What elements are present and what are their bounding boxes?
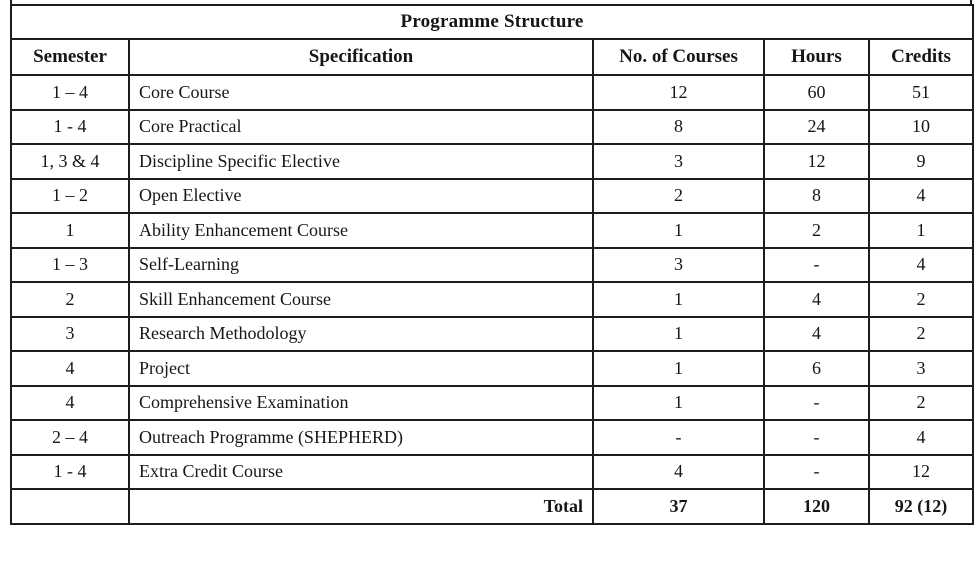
total-label-cell: Total <box>129 489 593 524</box>
column-header-credits: Credits <box>869 39 973 75</box>
credits-cell: 51 <box>869 75 973 110</box>
hours-cell: 4 <box>764 317 869 352</box>
hours-cell: 60 <box>764 75 869 110</box>
table-body <box>11 75 973 489</box>
table-row <box>11 144 973 179</box>
specification-cell: Ability Enhancement Course <box>129 213 593 248</box>
table-foot <box>11 489 973 524</box>
table-row <box>11 213 973 248</box>
credits-cell: 4 <box>869 248 973 283</box>
semester-cell: 3 <box>11 317 129 352</box>
courses-cell: 12 <box>593 75 764 110</box>
specification-cell: Research Methodology <box>129 317 593 352</box>
table-row <box>11 420 973 455</box>
hours-cell: 6 <box>764 351 869 386</box>
column-header-semester: Semester <box>11 39 129 75</box>
total-courses-cell: 37 <box>593 489 764 524</box>
courses-cell: - <box>593 420 764 455</box>
credits-cell: 2 <box>869 282 973 317</box>
table-row <box>11 75 973 110</box>
total-credits-cell: 92 (12) <box>869 489 973 524</box>
semester-cell: 1 – 2 <box>11 179 129 214</box>
total-semester-cell <box>11 489 129 524</box>
hours-cell: 24 <box>764 110 869 145</box>
table-row <box>11 179 973 214</box>
hours-cell: 4 <box>764 282 869 317</box>
credits-cell: 2 <box>869 317 973 352</box>
semester-cell: 1 – 4 <box>11 75 129 110</box>
specification-cell: Self-Learning <box>129 248 593 283</box>
semester-cell: 2 – 4 <box>11 420 129 455</box>
table-row <box>11 386 973 421</box>
courses-cell: 1 <box>593 386 764 421</box>
specification-cell: Discipline Specific Elective <box>129 144 593 179</box>
courses-cell: 2 <box>593 179 764 214</box>
table-row <box>11 110 973 145</box>
total-hours-cell: 120 <box>764 489 869 524</box>
credits-cell: 4 <box>869 420 973 455</box>
hours-cell: 8 <box>764 179 869 214</box>
credits-cell: 9 <box>869 144 973 179</box>
column-header-no-of-courses: No. of Courses <box>593 39 764 75</box>
specification-cell: Open Elective <box>129 179 593 214</box>
column-header-hours: Hours <box>764 39 869 75</box>
semester-cell: 1 - 4 <box>11 110 129 145</box>
credits-cell: 10 <box>869 110 973 145</box>
hours-cell: - <box>764 386 869 421</box>
credits-cell: 4 <box>869 179 973 214</box>
table-head <box>11 5 973 75</box>
table-row <box>11 455 973 490</box>
semester-cell: 4 <box>11 351 129 386</box>
table-title-row <box>11 5 973 39</box>
table-row <box>11 351 973 386</box>
courses-cell: 1 <box>593 351 764 386</box>
courses-cell: 1 <box>593 213 764 248</box>
credits-cell: 1 <box>869 213 973 248</box>
semester-cell: 1 – 3 <box>11 248 129 283</box>
courses-cell: 8 <box>593 110 764 145</box>
hours-cell: - <box>764 455 869 490</box>
semester-cell: 1, 3 & 4 <box>11 144 129 179</box>
hours-cell: 12 <box>764 144 869 179</box>
table-row <box>11 282 973 317</box>
specification-cell: Comprehensive Examination <box>129 386 593 421</box>
courses-cell: 1 <box>593 282 764 317</box>
credits-cell: 3 <box>869 351 973 386</box>
semester-cell: 1 <box>11 213 129 248</box>
semester-cell: 2 <box>11 282 129 317</box>
credits-cell: 12 <box>869 455 973 490</box>
programme-structure-table <box>10 4 974 525</box>
courses-cell: 3 <box>593 248 764 283</box>
specification-cell: Skill Enhancement Course <box>129 282 593 317</box>
table-row <box>11 317 973 352</box>
courses-cell: 1 <box>593 317 764 352</box>
hours-cell: - <box>764 248 869 283</box>
hours-cell: 2 <box>764 213 869 248</box>
courses-cell: 4 <box>593 455 764 490</box>
specification-cell: Core Course <box>129 75 593 110</box>
courses-cell: 3 <box>593 144 764 179</box>
table-title: Programme Structure <box>11 5 973 39</box>
specification-cell: Outreach Programme (SHEPHERD) <box>129 420 593 455</box>
table-total-row <box>11 489 973 524</box>
table-header-row <box>11 39 973 75</box>
credits-cell: 2 <box>869 386 973 421</box>
semester-cell: 1 - 4 <box>11 455 129 490</box>
column-header-specification: Specification <box>129 39 593 75</box>
specification-cell: Project <box>129 351 593 386</box>
specification-cell: Extra Credit Course <box>129 455 593 490</box>
hours-cell: - <box>764 420 869 455</box>
semester-cell: 4 <box>11 386 129 421</box>
specification-cell: Core Practical <box>129 110 593 145</box>
table-row <box>11 248 973 283</box>
